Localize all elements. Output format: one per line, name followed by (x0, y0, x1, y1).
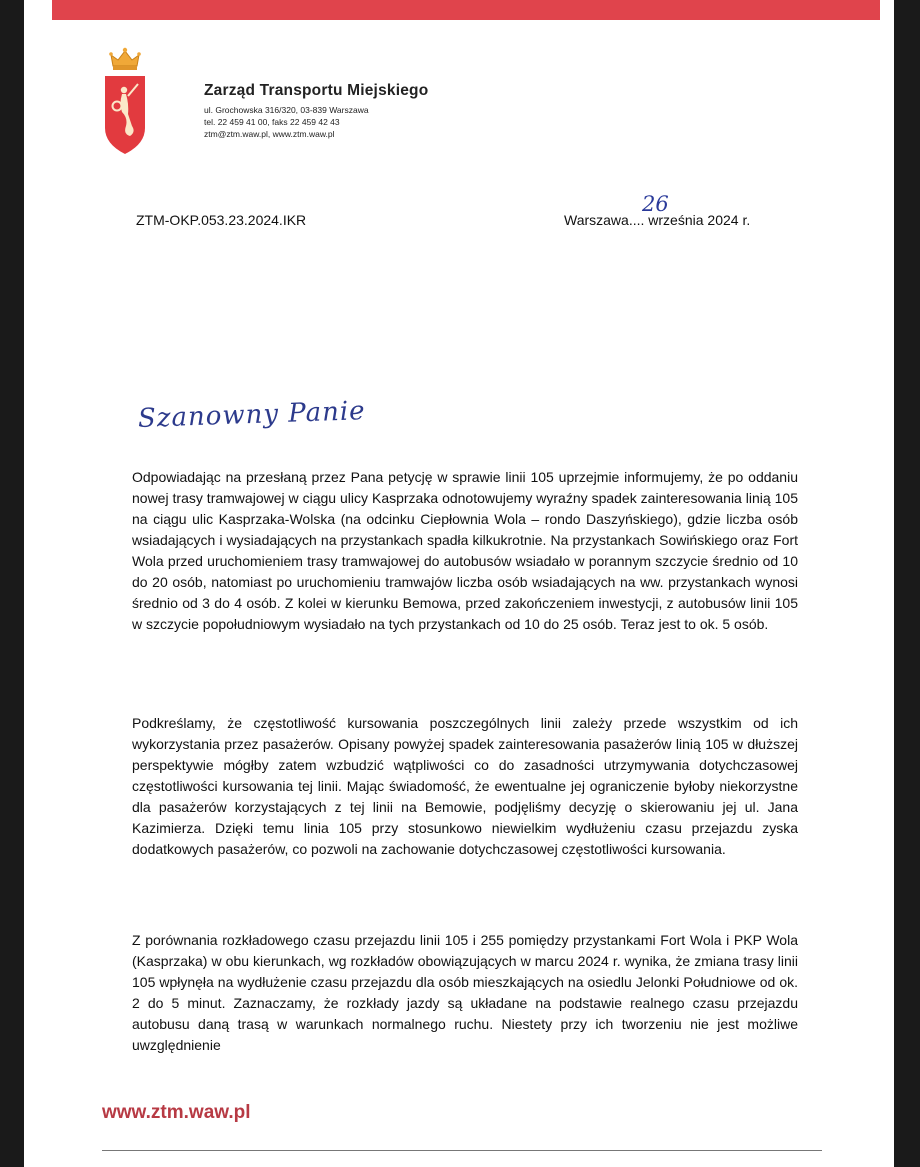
organization-contacts: ztm@ztm.waw.pl, www.ztm.waw.pl (204, 129, 335, 139)
footer-website: www.ztm.waw.pl (102, 1102, 251, 1123)
top-red-band (52, 0, 880, 20)
document-reference: ZTM-OKP.053.23.2024.IKR (136, 212, 307, 228)
letterhead (204, 82, 428, 140)
organization-phone-fax: tel. 22 459 41 00, faks 22 459 42 43 (204, 117, 340, 127)
warsaw-crest-logo (104, 44, 146, 156)
letter-date (564, 192, 751, 228)
paragraph-2: Podkreślamy, że częstotliwość kursowania poszczególnych linii zależy przede wszystkim od ich wykorzystania przez pasażerów. Opisany powyżej spadek zainteresowania pasażerów linią 105 w dłuższej perspektywie mógłby zatem wzbudzić wątpliwości co do zasadności utrzymywania dotychczasowej częstotliwości kursowania tej linii. Mając świadomość, że ewentualne jej ograniczenie byłoby niekorzystne dla pasażerów korzystających z tej linii na Bemowie, podjęliśmy decyzję o skierowaniu jej ul. Jana Kazimierza. Dzięki temu linia 105 przy stosunkowo niewielkim wydłużeniu czasu przejazdu zyska dodatkowych pasażerów, co pozwoli na zachowanie dotychczasowej częstotliwości kursowania. (132, 715, 798, 857)
footer-divider (102, 1150, 822, 1151)
date-month-year: września 2024 r. (648, 212, 751, 228)
photo-frame-right (894, 0, 920, 1167)
handwritten-day: 26 (642, 192, 669, 216)
date-dots: .... (628, 212, 645, 228)
organization-address: ul. Grochowska 316/320, 03-839 Warszawa (204, 105, 369, 115)
paragraph-3: Z porównania rozkładowego czasu przejazdu linii 105 i 255 pomiędzy przystankami Fort Wola i PKP Wola (Kasprzaka) w obu kierunkach, wg rozkładów obowiązujących w marcu 2024 r. wynika, że zmiana trasy linii 105 wpłynęła na wydłużenie czasu przejazdu dla osób mieszkających na osiedlu Jelonki Południowe od ok. 2 do 5 minut. Zaznaczamy, że rozkłady jazdy są układane na podstawie realnego czasu przejazdu autobusu daną trasą w warunkach normalnego ruchu. Niestety przy ich tworzeniu nie jest możliwe uwzględnienie (132, 932, 798, 1053)
organization-name: Zarząd Transportu Miejskiego (204, 82, 429, 99)
date-city: Warszawa (564, 212, 629, 228)
handwritten-salutation: Szanowny Panie (137, 396, 367, 434)
paragraph-1: Odpowiadając na przesłaną przez Pana petycję w sprawie linii 105 uprzejmie informujemy, że po oddaniu nowej trasy tramwajowej w ciągu ulicy Kasprzaka odnotowujemy wyraźny spadek zainteresowania linią 105 na ciągu ulic Kasprzaka-Wolska (na odcinku Ciepłownia Wola – rondo Daszyńskiego), gdzie liczba osób wsiadających i wysiadających na przystankach spadła kilkukrotnie. Na przystankach Sowińskiego oraz Fort Wola przed uruchomieniem trasy tramwajowej do autobusów wsiadało w porannym szczycie średnio od 10 do 20 osób, natomiast po uruchomieniu tramwajów liczba osób wsiadających na ww. przystankach wynosi średnio od 3 do 4 osób. Z kolei w kierunku Bemowa, przed zakończeniem inwestycji, z autobusów linii 105 w szczycie popołudniowym wysiadało na tych przystankach od 10 do 25 osób. Teraz jest to ok. 5 osób. (132, 469, 798, 632)
photo-frame-left (0, 0, 24, 1167)
